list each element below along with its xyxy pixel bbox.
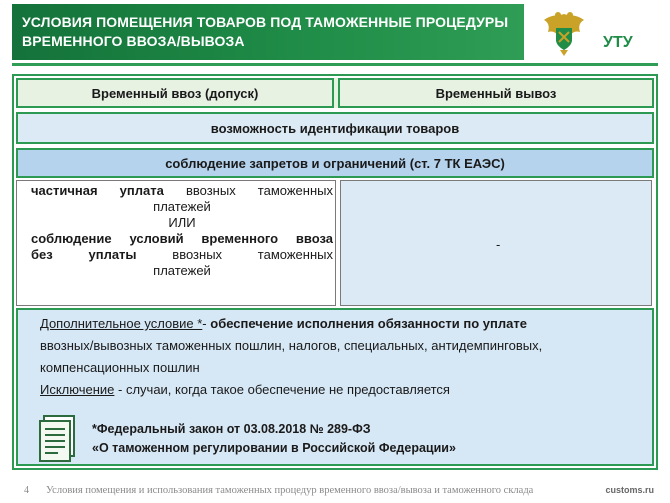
law-reference-line2: «О таможенном регулировании в Российской Федерации» xyxy=(92,441,456,455)
additional-condition-line2: ввозных/вывозных таможенных пошлин, налогов, специальных, антидемпинговых, xyxy=(40,338,543,353)
no-payment-line xyxy=(31,247,333,263)
slide-title-line2: ВРЕМЕННОГО ВВОЗА/ВЫВОЗА xyxy=(22,33,245,49)
eagle-emblem-icon xyxy=(538,6,590,60)
header-divider xyxy=(12,63,658,66)
law-reference-line1: *Федеральный закон от 03.08.2018 № 289-ФЗ xyxy=(92,422,371,436)
additional-condition-bold: обеспечение исполнения обязанности по уплате xyxy=(210,316,527,331)
footer-site-link[interactable]: customs.ru xyxy=(605,485,654,495)
no-payment-label: без уплаты xyxy=(31,247,137,262)
slide-header xyxy=(0,0,670,66)
bans-restrictions-row: соблюдение запретов и ограничений (ст. 7 ТК ЕАЭС) xyxy=(16,148,654,178)
conditions-line: соблюдение условий временного ввоза xyxy=(31,231,333,246)
slide-footer xyxy=(12,478,658,500)
slide-title xyxy=(22,13,522,51)
law-reference xyxy=(92,420,612,458)
export-dash: - xyxy=(496,237,501,252)
additional-condition-label: Дополнительное условие * xyxy=(40,316,203,331)
additional-condition-sep: - xyxy=(202,316,211,331)
or-label: ИЛИ xyxy=(168,215,196,230)
document-icon xyxy=(38,414,78,464)
export-conditions-cell xyxy=(340,180,652,306)
import-conditions-cell xyxy=(16,180,336,306)
partial-payment-line xyxy=(31,183,333,199)
partial-payment-label: частичная уплата xyxy=(31,183,164,198)
exception-label: Исключение xyxy=(40,382,115,397)
payments-line: платежей xyxy=(153,199,211,214)
exception-text: - случаи, когда такое обеспечение не предоставляется xyxy=(114,382,450,397)
identification-row: возможность идентификации товаров xyxy=(16,112,654,144)
additional-condition-line1 xyxy=(40,313,640,335)
conditions-table xyxy=(12,74,658,470)
additional-condition-block xyxy=(16,308,654,466)
org-abbreviation: УТУ xyxy=(603,34,633,51)
no-payment-text: ввозных таможенных xyxy=(136,247,333,262)
column-temporary-export: Временный вывоз xyxy=(338,78,654,108)
table-header-row xyxy=(16,78,654,108)
partial-payment-text: ввозных таможенных xyxy=(163,183,333,198)
page-number: 4 xyxy=(24,485,29,496)
additional-condition-line3: компенсационных пошлин xyxy=(40,360,200,375)
exception-line xyxy=(40,379,640,401)
additional-condition-text xyxy=(40,313,640,401)
column-temporary-import: Временный ввоз (допуск) xyxy=(16,78,334,108)
footer-caption: Условия помещения и использования таможенных процедур временного ввоза/вывоза и таможенного склада xyxy=(46,485,534,496)
payments-line-2: платежей xyxy=(153,263,211,278)
slide-title-line1: УСЛОВИЯ ПОМЕЩЕНИЯ ТОВАРОВ ПОД ТАМОЖЕННЫЕ ПРОЦЕДУРЫ xyxy=(22,14,509,30)
